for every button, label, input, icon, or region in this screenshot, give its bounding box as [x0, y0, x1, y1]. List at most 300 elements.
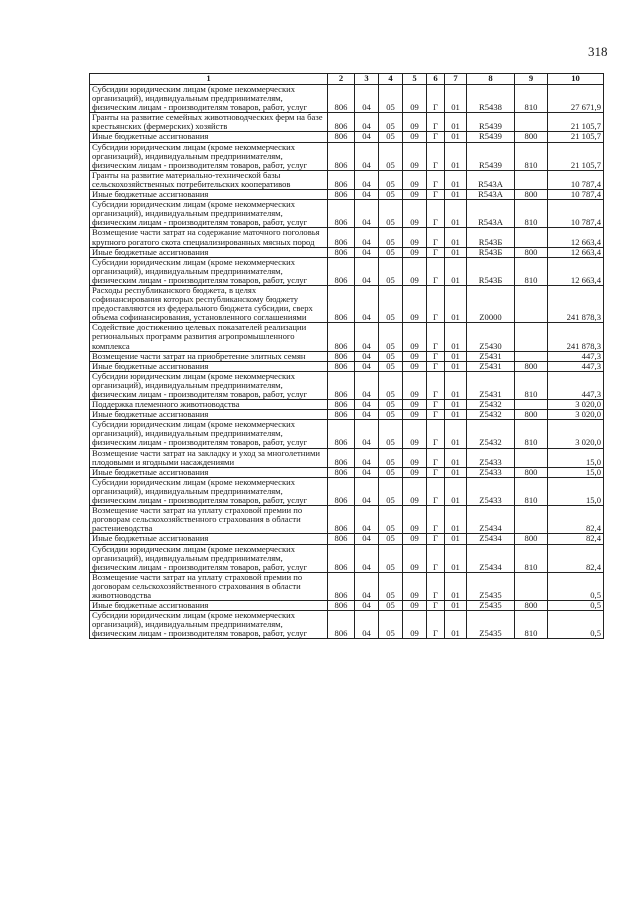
table-row: [90, 371, 604, 399]
ministry-code: 806: [328, 170, 355, 189]
expense-type-code: [515, 323, 548, 351]
budget-table: [89, 73, 604, 639]
program-code: 09: [403, 113, 427, 132]
table-row: [90, 448, 604, 467]
section-code: 04: [355, 420, 379, 448]
table-header-row: [90, 74, 604, 85]
expense-type-code: 800: [515, 361, 548, 371]
amount: 447,3: [548, 371, 604, 399]
subsection-code: 05: [379, 506, 403, 534]
activity-code: 01: [445, 200, 467, 228]
subsection-code: 05: [379, 170, 403, 189]
ministry-code: 806: [328, 400, 355, 410]
amount: 447,3: [548, 351, 604, 361]
amount: 21 105,7: [548, 142, 604, 170]
activity-code: 01: [445, 247, 467, 257]
section-code: 04: [355, 611, 379, 639]
subprogram-code: Г: [427, 228, 445, 247]
section-code: 04: [355, 85, 379, 113]
activity-code: 01: [445, 534, 467, 544]
expense-code: Z5431: [467, 361, 515, 371]
program-code: 09: [403, 400, 427, 410]
subprogram-code: Г: [427, 285, 445, 322]
subsection-code: 05: [379, 142, 403, 170]
expense-type-code: 810: [515, 85, 548, 113]
activity-code: 01: [445, 132, 467, 142]
section-code: 04: [355, 410, 379, 420]
expense-code: R5438: [467, 85, 515, 113]
table-row: [90, 323, 604, 351]
expense-code: R543А: [467, 190, 515, 200]
expense-type-code: 800: [515, 534, 548, 544]
table-row: [90, 420, 604, 448]
subprogram-code: Г: [427, 361, 445, 371]
expense-type-code: [515, 228, 548, 247]
subsection-code: 05: [379, 132, 403, 142]
section-code: 04: [355, 371, 379, 399]
subsection-code: 05: [379, 257, 403, 285]
program-code: 09: [403, 285, 427, 322]
column-header: 2: [328, 74, 355, 85]
expense-type-code: [515, 113, 548, 132]
expense-code: Z5434: [467, 534, 515, 544]
row-name: Субсидии юридическим лицам (кроме некоммерческих организаций), индивидуальным предпринимателям, физическим лицам - производителям товаров, работ, услуг: [90, 477, 328, 505]
expense-code: R543А: [467, 200, 515, 228]
subsection-code: 05: [379, 323, 403, 351]
table-row: [90, 601, 604, 611]
ministry-code: 806: [328, 113, 355, 132]
activity-code: 01: [445, 477, 467, 505]
expense-code: Z5435: [467, 601, 515, 611]
row-name: Субсидии юридическим лицам (кроме некоммерческих организаций), индивидуальным предпринимателям, физическим лицам - производителям товаров, работ, услуг: [90, 142, 328, 170]
expense-type-code: [515, 400, 548, 410]
program-code: 09: [403, 351, 427, 361]
section-code: 04: [355, 506, 379, 534]
row-name: Возмещение части затрат на содержание маточного поголовья крупного рогатого скота специализированных мясных пород: [90, 228, 328, 247]
table-row: [90, 142, 604, 170]
table-row: [90, 170, 604, 189]
subprogram-code: Г: [427, 190, 445, 200]
row-name: Иные бюджетные ассигнования: [90, 190, 328, 200]
program-code: 09: [403, 611, 427, 639]
section-code: 04: [355, 257, 379, 285]
subprogram-code: Г: [427, 467, 445, 477]
activity-code: 01: [445, 228, 467, 247]
ministry-code: 806: [328, 200, 355, 228]
expense-code: Z5433: [467, 448, 515, 467]
expense-type-code: 810: [515, 257, 548, 285]
expense-code: Z5434: [467, 544, 515, 572]
ministry-code: 806: [328, 351, 355, 361]
subsection-code: 05: [379, 85, 403, 113]
subprogram-code: Г: [427, 142, 445, 170]
ministry-code: 806: [328, 477, 355, 505]
amount: 0,5: [548, 572, 604, 600]
activity-code: 01: [445, 506, 467, 534]
column-header: 6: [427, 74, 445, 85]
section-code: 04: [355, 544, 379, 572]
subprogram-code: Г: [427, 351, 445, 361]
table-row: [90, 410, 604, 420]
row-name: Субсидии юридическим лицам (кроме некоммерческих организаций), индивидуальным предпринимателям, физическим лицам - производителям товаров, работ, услуг: [90, 257, 328, 285]
program-code: 09: [403, 132, 427, 142]
row-name: Гранты на развитие материально-технической базы сельскохозяйственных потребительских кооперативов: [90, 170, 328, 189]
ministry-code: 806: [328, 506, 355, 534]
expense-type-code: 810: [515, 371, 548, 399]
subprogram-code: Г: [427, 200, 445, 228]
amount: 12 663,4: [548, 257, 604, 285]
amount: 241 878,3: [548, 323, 604, 351]
table-row: [90, 228, 604, 247]
expense-type-code: 810: [515, 477, 548, 505]
expense-code: R543Б: [467, 257, 515, 285]
subsection-code: 05: [379, 611, 403, 639]
subprogram-code: Г: [427, 113, 445, 132]
subprogram-code: Г: [427, 410, 445, 420]
program-code: 09: [403, 200, 427, 228]
section-code: 04: [355, 132, 379, 142]
column-header: 9: [515, 74, 548, 85]
amount: 15,0: [548, 448, 604, 467]
row-name: Субсидии юридическим лицам (кроме некоммерческих организаций), индивидуальным предпринимателям, физическим лицам - производителям товаров, работ, услуг: [90, 544, 328, 572]
expense-code: R543Б: [467, 247, 515, 257]
program-code: 09: [403, 361, 427, 371]
program-code: 09: [403, 534, 427, 544]
activity-code: 01: [445, 257, 467, 285]
expense-code: Z0000: [467, 285, 515, 322]
program-code: 09: [403, 257, 427, 285]
section-code: 04: [355, 285, 379, 322]
column-header: 7: [445, 74, 467, 85]
subsection-code: 05: [379, 420, 403, 448]
subprogram-code: Г: [427, 85, 445, 113]
row-name: Субсидии юридическим лицам (кроме некоммерческих организаций), индивидуальным предпринимателям, физическим лицам - производителям товаров, работ, услуг: [90, 611, 328, 639]
section-code: 04: [355, 351, 379, 361]
activity-code: 01: [445, 400, 467, 410]
expense-type-code: 800: [515, 132, 548, 142]
program-code: 09: [403, 323, 427, 351]
subprogram-code: Г: [427, 477, 445, 505]
program-code: 09: [403, 247, 427, 257]
table-row: [90, 351, 604, 361]
activity-code: 01: [445, 467, 467, 477]
subprogram-code: Г: [427, 247, 445, 257]
amount: 12 663,4: [548, 247, 604, 257]
table-row: [90, 285, 604, 322]
row-name: Содействие достижению целевых показателей реализации региональных программ развития агропромышленного комплекса: [90, 323, 328, 351]
subsection-code: 05: [379, 477, 403, 505]
expense-code: R543А: [467, 170, 515, 189]
expense-type-code: [515, 506, 548, 534]
table-row: [90, 506, 604, 534]
expense-type-code: [515, 285, 548, 322]
page-number: 318: [588, 44, 608, 59]
expense-code: Z5435: [467, 572, 515, 600]
table-row: [90, 257, 604, 285]
activity-code: 01: [445, 323, 467, 351]
ministry-code: 806: [328, 285, 355, 322]
ministry-code: 806: [328, 323, 355, 351]
program-code: 09: [403, 601, 427, 611]
expense-type-code: [515, 448, 548, 467]
amount: 0,5: [548, 601, 604, 611]
column-header: 5: [403, 74, 427, 85]
activity-code: 01: [445, 572, 467, 600]
ministry-code: 806: [328, 371, 355, 399]
subsection-code: 05: [379, 351, 403, 361]
subprogram-code: Г: [427, 572, 445, 600]
activity-code: 01: [445, 371, 467, 399]
expense-type-code: 810: [515, 544, 548, 572]
subprogram-code: Г: [427, 611, 445, 639]
expense-code: R5439: [467, 142, 515, 170]
column-header: 3: [355, 74, 379, 85]
subsection-code: 05: [379, 371, 403, 399]
activity-code: 01: [445, 170, 467, 189]
row-name: Субсидии юридическим лицам (кроме некоммерческих организаций), индивидуальным предпринимателям, физическим лицам - производителям товаров, работ, услуг: [90, 85, 328, 113]
program-code: 09: [403, 228, 427, 247]
row-name: Иные бюджетные ассигнования: [90, 132, 328, 142]
activity-code: 01: [445, 142, 467, 170]
subsection-code: 05: [379, 410, 403, 420]
row-name: Возмещение части затрат на уплату страховой премии по договорам сельскохозяйственного страхования в области растениеводства: [90, 506, 328, 534]
section-code: 04: [355, 400, 379, 410]
amount: 447,3: [548, 361, 604, 371]
program-code: 09: [403, 467, 427, 477]
activity-code: 01: [445, 85, 467, 113]
amount: 3 020,0: [548, 410, 604, 420]
row-name: Иные бюджетные ассигнования: [90, 601, 328, 611]
activity-code: 01: [445, 285, 467, 322]
program-code: 09: [403, 371, 427, 399]
expense-type-code: [515, 351, 548, 361]
expense-type-code: 810: [515, 611, 548, 639]
row-name: Иные бюджетные ассигнования: [90, 467, 328, 477]
row-name: Субсидии юридическим лицам (кроме некоммерческих организаций), индивидуальным предпринимателям, физическим лицам - производителям товаров, работ, услуг: [90, 200, 328, 228]
subsection-code: 05: [379, 601, 403, 611]
column-header: 4: [379, 74, 403, 85]
section-code: 04: [355, 572, 379, 600]
row-name: Возмещение части затрат на приобретение элитных семян: [90, 351, 328, 361]
subsection-code: 05: [379, 572, 403, 600]
activity-code: 01: [445, 611, 467, 639]
program-code: 09: [403, 448, 427, 467]
row-name: Возмещение части затрат на закладку и уход за многолетними плодовыми и ягодными насаждениями: [90, 448, 328, 467]
expense-code: Z5431: [467, 371, 515, 399]
activity-code: 01: [445, 601, 467, 611]
subprogram-code: Г: [427, 544, 445, 572]
subsection-code: 05: [379, 113, 403, 132]
expense-type-code: 810: [515, 420, 548, 448]
program-code: 09: [403, 477, 427, 505]
expense-code: R543Б: [467, 228, 515, 247]
table-row: [90, 132, 604, 142]
amount: 82,4: [548, 506, 604, 534]
subprogram-code: Г: [427, 257, 445, 285]
program-code: 09: [403, 506, 427, 534]
activity-code: 01: [445, 448, 467, 467]
table-row: [90, 400, 604, 410]
expense-code: R5439: [467, 113, 515, 132]
expense-code: Z5432: [467, 400, 515, 410]
table-row: [90, 477, 604, 505]
section-code: 04: [355, 142, 379, 170]
expense-type-code: 800: [515, 247, 548, 257]
subsection-code: 05: [379, 544, 403, 572]
row-name: Субсидии юридическим лицам (кроме некоммерческих организаций), индивидуальным предпринимателям, физическим лицам - производителям товаров, работ, услуг: [90, 420, 328, 448]
ministry-code: 806: [328, 85, 355, 113]
expense-code: Z5430: [467, 323, 515, 351]
row-name: Иные бюджетные ассигнования: [90, 410, 328, 420]
expense-code: Z5431: [467, 351, 515, 361]
ministry-code: 806: [328, 190, 355, 200]
subprogram-code: Г: [427, 448, 445, 467]
ministry-code: 806: [328, 257, 355, 285]
ministry-code: 806: [328, 601, 355, 611]
expense-code: R5439: [467, 132, 515, 142]
expense-code: Z5435: [467, 611, 515, 639]
subsection-code: 05: [379, 448, 403, 467]
ministry-code: 806: [328, 132, 355, 142]
expense-code: Z5432: [467, 410, 515, 420]
row-name: Субсидии юридическим лицам (кроме некоммерческих организаций), индивидуальным предпринимателям, физическим лицам - производителям товаров, работ, услуг: [90, 371, 328, 399]
expense-code: Z5433: [467, 467, 515, 477]
program-code: 09: [403, 170, 427, 189]
subprogram-code: Г: [427, 601, 445, 611]
program-code: 09: [403, 544, 427, 572]
expense-type-code: 800: [515, 410, 548, 420]
ministry-code: 806: [328, 228, 355, 247]
section-code: 04: [355, 228, 379, 247]
program-code: 09: [403, 85, 427, 113]
ministry-code: 806: [328, 611, 355, 639]
ministry-code: 806: [328, 410, 355, 420]
subsection-code: 05: [379, 467, 403, 477]
subprogram-code: Г: [427, 170, 445, 189]
column-header: 1: [90, 74, 328, 85]
amount: 3 020,0: [548, 400, 604, 410]
table-row: [90, 534, 604, 544]
amount: 27 671,9: [548, 85, 604, 113]
section-code: 04: [355, 477, 379, 505]
expense-code: Z5434: [467, 506, 515, 534]
subprogram-code: Г: [427, 534, 445, 544]
section-code: 04: [355, 448, 379, 467]
subsection-code: 05: [379, 285, 403, 322]
activity-code: 01: [445, 190, 467, 200]
section-code: 04: [355, 323, 379, 351]
expense-type-code: 810: [515, 142, 548, 170]
section-code: 04: [355, 113, 379, 132]
subprogram-code: Г: [427, 323, 445, 351]
column-header: 10: [548, 74, 604, 85]
subprogram-code: Г: [427, 371, 445, 399]
amount: 82,4: [548, 544, 604, 572]
ministry-code: 806: [328, 448, 355, 467]
table-row: [90, 113, 604, 132]
table-row: [90, 247, 604, 257]
amount: 3 020,0: [548, 420, 604, 448]
amount: 10 787,4: [548, 190, 604, 200]
subsection-code: 05: [379, 400, 403, 410]
table-row: [90, 361, 604, 371]
program-code: 09: [403, 142, 427, 170]
subprogram-code: Г: [427, 506, 445, 534]
amount: 241 878,3: [548, 285, 604, 322]
ministry-code: 806: [328, 572, 355, 600]
row-name: Иные бюджетные ассигнования: [90, 247, 328, 257]
table-row: [90, 467, 604, 477]
subprogram-code: Г: [427, 420, 445, 448]
activity-code: 01: [445, 420, 467, 448]
ministry-code: 806: [328, 142, 355, 170]
expense-type-code: 800: [515, 601, 548, 611]
section-code: 04: [355, 467, 379, 477]
subsection-code: 05: [379, 247, 403, 257]
amount: 21 105,7: [548, 132, 604, 142]
amount: 0,5: [548, 611, 604, 639]
amount: 10 787,4: [548, 200, 604, 228]
section-code: 04: [355, 247, 379, 257]
table-row: [90, 572, 604, 600]
program-code: 09: [403, 572, 427, 600]
table-row: [90, 85, 604, 113]
ministry-code: 806: [328, 247, 355, 257]
section-code: 04: [355, 190, 379, 200]
section-code: 04: [355, 170, 379, 189]
section-code: 04: [355, 534, 379, 544]
amount: 12 663,4: [548, 228, 604, 247]
program-code: 09: [403, 420, 427, 448]
section-code: 04: [355, 200, 379, 228]
ministry-code: 806: [328, 544, 355, 572]
amount: 21 105,7: [548, 113, 604, 132]
amount: 82,4: [548, 534, 604, 544]
subsection-code: 05: [379, 200, 403, 228]
column-header: 8: [467, 74, 515, 85]
subsection-code: 05: [379, 361, 403, 371]
expense-type-code: 800: [515, 467, 548, 477]
row-name: Поддержка племенного животноводства: [90, 400, 328, 410]
section-code: 04: [355, 601, 379, 611]
ministry-code: 806: [328, 534, 355, 544]
amount: 10 787,4: [548, 170, 604, 189]
expense-code: Z5433: [467, 477, 515, 505]
expense-type-code: [515, 572, 548, 600]
activity-code: 01: [445, 113, 467, 132]
expense-type-code: 810: [515, 200, 548, 228]
activity-code: 01: [445, 361, 467, 371]
program-code: 09: [403, 410, 427, 420]
subprogram-code: Г: [427, 132, 445, 142]
subsection-code: 05: [379, 228, 403, 247]
row-name: Иные бюджетные ассигнования: [90, 361, 328, 371]
activity-code: 01: [445, 351, 467, 361]
activity-code: 01: [445, 544, 467, 572]
table-row: [90, 200, 604, 228]
row-name: Гранты на развитие семейных животноводческих ферм на базе крестьянских (фермерских) хозяйств: [90, 113, 328, 132]
section-code: 04: [355, 361, 379, 371]
amount: 15,0: [548, 467, 604, 477]
table-row: [90, 611, 604, 639]
subsection-code: 05: [379, 534, 403, 544]
expense-type-code: 800: [515, 190, 548, 200]
ministry-code: 806: [328, 361, 355, 371]
row-name: Иные бюджетные ассигнования: [90, 534, 328, 544]
program-code: 09: [403, 190, 427, 200]
subprogram-code: Г: [427, 400, 445, 410]
expense-type-code: [515, 170, 548, 189]
